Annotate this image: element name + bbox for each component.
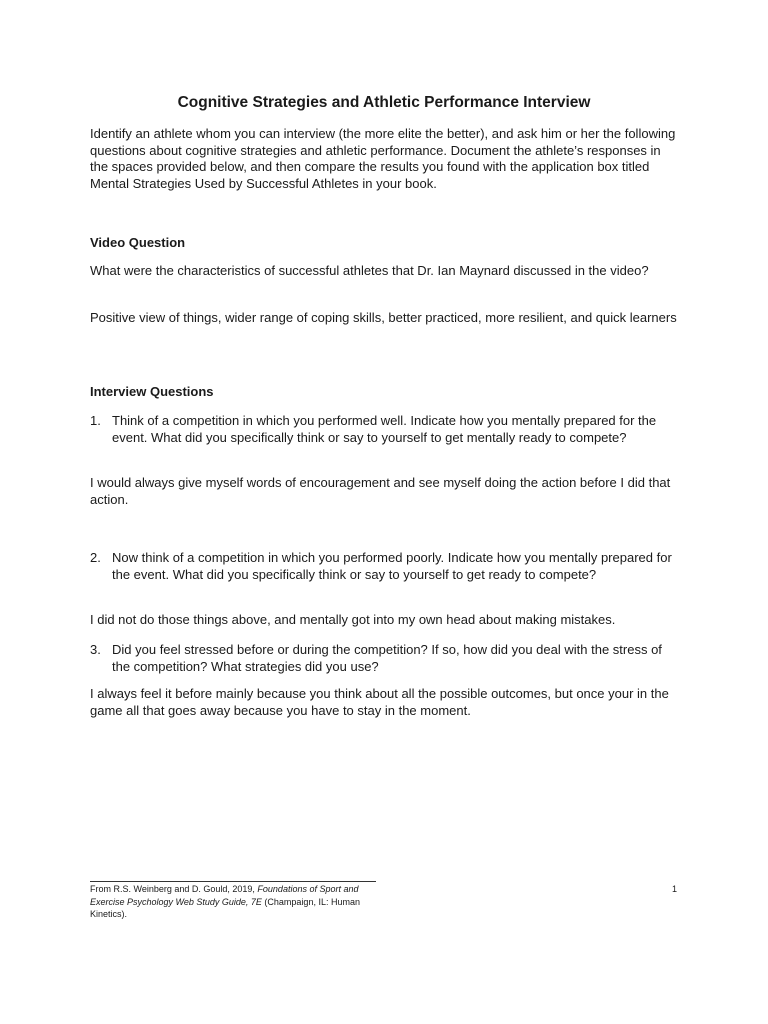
question-text: Think of a competition in which you performed well. Indicate how you mentally prepared for the event. What did you specifically think or say to yourself to get mentally ready to compete? (112, 413, 657, 445)
page-number: 1 (672, 884, 678, 894)
interview-question-1 (90, 413, 680, 446)
interview-answer-2: I did not do those things above, and mentally got into my own head about making mistakes. (90, 612, 616, 627)
video-question-text: What were the characteristics of successful athletes that Dr. Ian Maynard discussed in the video? (90, 263, 649, 278)
footer-citation (90, 883, 390, 921)
question-text: Now think of a competition in which you performed poorly. Indicate how you mentally prepared for the event. What did you specifically think or say to yourself to get ready to compete? (112, 550, 672, 582)
page-title: Cognitive Strategies and Athletic Performance Interview (177, 94, 591, 111)
interview-question-2 (90, 550, 680, 583)
question-text: Did you feel stressed before or during the competition? If so, how did you deal with the stress of the competition? What strategies did you use? (112, 642, 662, 674)
footer-divider (90, 881, 376, 882)
citation-suffix: (Champaign, IL: Human Kinetics). (90, 896, 360, 919)
question-number: 3. (90, 642, 101, 657)
citation-prefix: From R.S. Weinberg and D. Gould, 2019, (90, 884, 258, 894)
intro-paragraph: Identify an athlete whom you can interview (the more elite the better), and ask him or her the following questions about cognitive strategies and athletic performance. Document the athlete’s responses in the spaces provided below, and then compare the results you found with the application box titled Mental Strategies Used by Successful Athletes in your book. (90, 126, 676, 191)
interview-question-3 (90, 642, 680, 675)
citation-title: Foundations of Sport and Exercise Psychology Web Study Guide, 7E (90, 884, 359, 907)
interview-answer-1: I would always give myself words of encouragement and see myself doing the action before I did that action. (90, 475, 671, 507)
video-question-heading: Video Question (90, 235, 186, 250)
interview-answer-3: I always feel it before mainly because you think about all the possible outcomes, but once your in the game all that goes away because you have to stay in the moment. (90, 686, 669, 718)
interview-questions-heading: Interview Questions (90, 384, 214, 399)
question-number: 1. (90, 413, 101, 428)
question-number: 2. (90, 550, 101, 565)
video-question-answer: Positive view of things, wider range of coping skills, better practiced, more resilient, and quick learners (90, 310, 677, 325)
